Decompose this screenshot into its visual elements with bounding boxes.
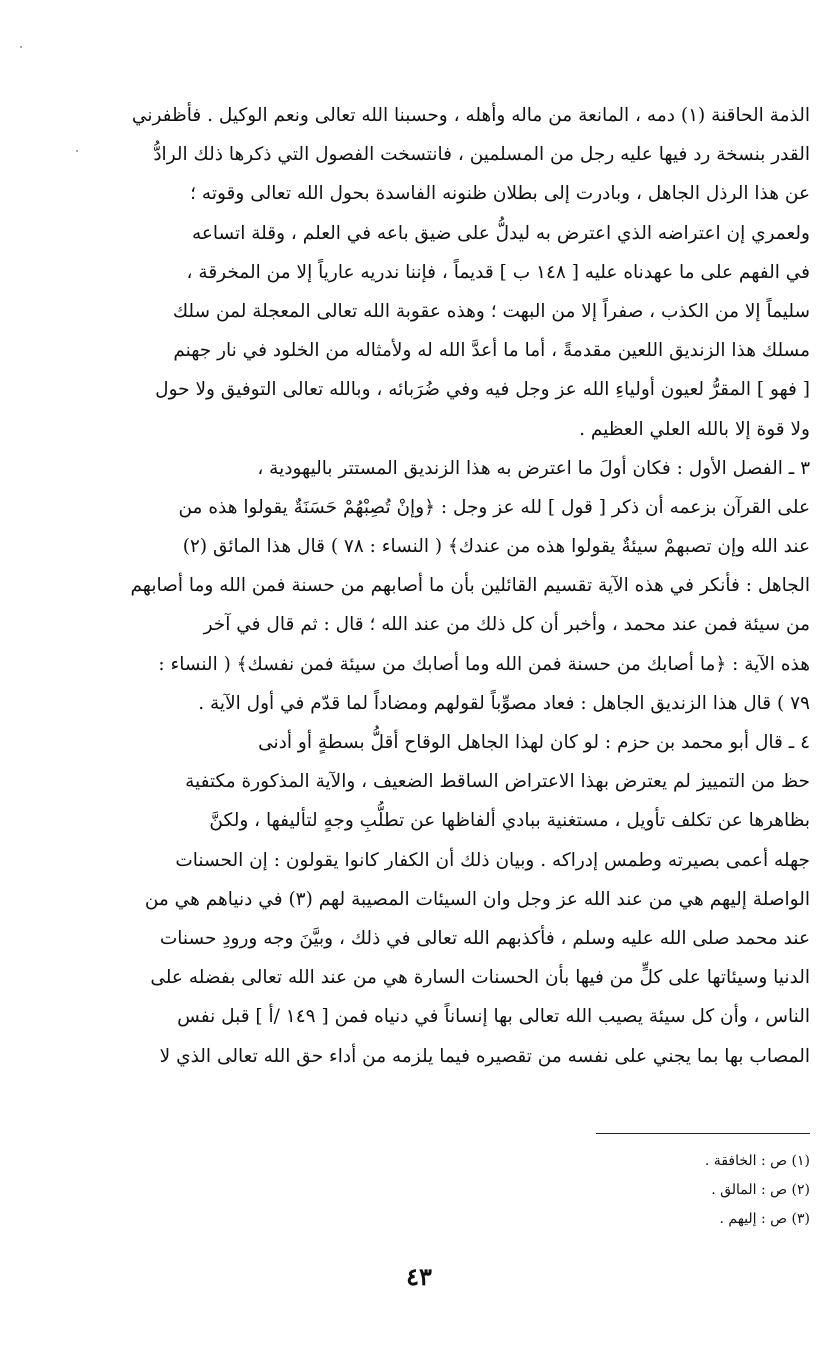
text-line: ولا قوة إلا بالله العلي العظيم . bbox=[579, 418, 810, 440]
text-line: على القرآن بزعمه أن ذكر [ قول ] لله عز وجل : ﴿وإنْ تُصِبْهُمْ حَسَنَةٌ يقولوا هذه من bbox=[178, 496, 810, 518]
footnote-3: (٣) ص : إليهم . bbox=[719, 1211, 810, 1227]
page-number: ٤٣ bbox=[406, 1262, 432, 1291]
text-line: مسلك هذا الزنديق اللعين مقدمةً ، أما ما أعدَّ الله له ولأمثاله من الخلود في نار جهنم bbox=[173, 340, 810, 362]
section-4-first-line: ٤ ـ قال أبو محمد بن حزم : لو كان لهذا الجاهل الوقاح أقلُّ بسطةٍ أو أدنى bbox=[258, 732, 810, 753]
text-line: هذه الآية : ﴿ما أصابك من حسنة فمن الله وما أصابك من سيئة فمن نفسك﴾ ( النساء : bbox=[158, 653, 810, 675]
text-line: الواصلة إليهم هي من عند الله عز وجل وان السيئات المصيبة لهم (٣) في دنياهم هي من bbox=[144, 888, 810, 910]
footnote-2: (٢) ص : المالق . bbox=[711, 1182, 810, 1198]
text-line: الناس ، وأن كل سيئة يصيب الله تعالى بها إنساناً في دنياه فمن [ ١٤٩ /أ ] قبل نفس bbox=[177, 1006, 810, 1028]
footnote-1: (١) ص : الخافقة . bbox=[704, 1153, 810, 1169]
text-line: حظ من التمييز لم يعترض بهذا الاعتراض الساقط الضعيف ، والآية المذكورة مكتفية bbox=[185, 771, 810, 793]
text-line: في الفهم على ما عهدناه عليه [ ١٤٨ ب ] قديماً ، فإننا ندريه عارياً إلا من المخرقة ، bbox=[186, 261, 810, 283]
main-text bbox=[108, 96, 810, 1076]
text-line: الذمة الحاقنة (١) دمه ، المانعة من ماله وأهله ، وحسبنا الله تعالى ونعم الوكيل . فأظفرني bbox=[131, 105, 810, 126]
text-line: المصاب بها بما يجني على نفسه من تقصيره فيما يلزمه من أداء حق الله تعالى الذي لا bbox=[159, 1045, 810, 1067]
footnote-divider bbox=[596, 1133, 810, 1134]
text-line: ٧٩ ) قال هذا الزنديق الجاهل : فعاد مصوِّباً لقولهم ومضاداً لما قدّم في أول الآية . bbox=[198, 692, 810, 714]
text-line: عن هذا الرذل الجاهل ، وبادرت إلى بطلان ظنونه الفاسدة بحول الله تعالى وقوته ؛ bbox=[190, 183, 810, 205]
text-line: ولعمري إن اعتراضه الذي اعترض به ليدلُّ على ضيق باعه في العلم ، وقلة اتساعه bbox=[191, 222, 810, 244]
footnotes bbox=[500, 1147, 810, 1234]
text-line: بظاهرها عن تكلف تأويل ، مستغنية ببادي ألفاظها عن تطلُّبِ وجهٍ لتأليفها ، ولكنَّ bbox=[209, 810, 810, 832]
text-line: الجاهل : فأنكر في هذه الآية تقسيم القائلين بأن ما أصابهم من حسنة فمن الله وما أصابهم bbox=[130, 575, 810, 597]
text-line: الدنيا وسيئاتها على كلٍّ من فيها بأن الحسنات السارة هي من عند الله تعالى بفضله على bbox=[150, 967, 810, 989]
text-line: القدر بنسخة رد فيها عليه رجل من المسلمين ، فانتسخت الفصول التي ذكرها ذلك الرادُّ bbox=[153, 144, 810, 166]
text-line: [ فهو ] المقرُّ لعيون أولياءِ الله عز وجل فيه وفي ضُرَبائه ، وبالله تعالى التوفيق ولا حول bbox=[155, 379, 810, 401]
margin-speck bbox=[76, 150, 78, 152]
text-line: سليماً إلا من الكذب ، صفراً إلا من البهت ؛ وهذه عقوبة الله تعالى المعجلة لمن سلك bbox=[172, 300, 810, 322]
text-line: جهله أعمى بصيرته وطمس إدراكه . وبيان ذلك أن الكفار كانوا يقولون : إن الحسنات bbox=[175, 849, 810, 871]
margin-speck bbox=[20, 46, 22, 48]
section-3-first-line: ٣ ـ الفصل الأول : فكان أولَ ما اعترض به هذا الزنديق المستتر باليهودية ، bbox=[257, 457, 810, 479]
text-line: عند الله وإن تصبهمْ سيئةٌ يقولوا هذه من عندك﴾ ( النساء : ٧٨ ) قال هذا المائق (٢) bbox=[182, 536, 810, 558]
text-line: عند محمد صلى الله عليه وسلم ، فأكذبهم الله تعالى في ذلك ، وبيَّنَ وجه ورودِ حسنات bbox=[159, 927, 810, 949]
text-line: من سيئة فمن عند محمد ، وأخبر أن كل ذلك من عند الله ؛ قال : ثم قال في آخر bbox=[203, 614, 810, 636]
